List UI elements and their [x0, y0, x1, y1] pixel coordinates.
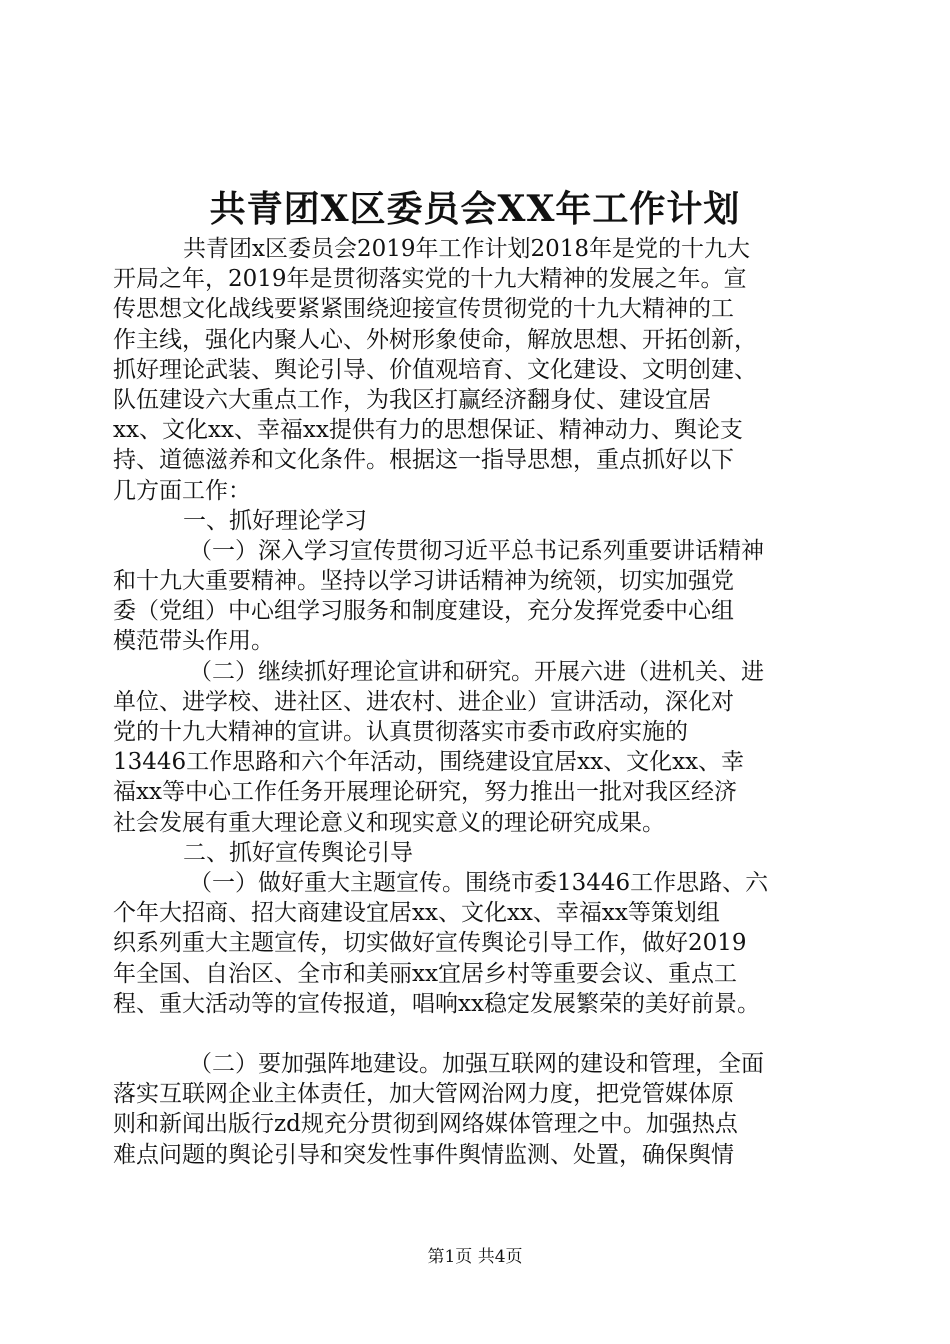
paragraph-line: 委（党组）中心组学习服务和制度建设，充分发挥党委中心组 [113, 598, 734, 625]
paragraph-line: 单位、进学校、进社区、进农村、进企业）宣讲活动，深化对 [113, 688, 734, 715]
paragraph-line: 持、道德滋养和文化条件。根据这一指导思想，重点抓好以下 [113, 447, 734, 474]
paragraph-line: 传思想文化战线要紧紧围绕迎接宣传贯彻党的十九大精神的工 [113, 296, 734, 323]
paragraph-line: （二）要加强阵地建设。加强互联网的建设和管理，全面 [189, 1051, 764, 1078]
paragraph-line: 抓好理论武装、舆论引导、价值观培育、文化建设、文明创建、 [113, 356, 757, 383]
document-title: 共青团X区委员会XX年工作计划 [209, 188, 741, 230]
paragraph-line: 共青团x区委员会2019年工作计划2018年是党的十九大 [183, 236, 751, 262]
paragraph-line: （一）做好重大主题宣传。围绕市委13446工作思路、六 [189, 869, 769, 896]
paragraph-line: 福xx等中心工作任务开展理论研究，努力推出一批对我区经济 [113, 779, 737, 806]
paragraph-line: xx、文化xx、幸福xx提供有力的思想保证、精神动力、舆论支 [113, 417, 743, 444]
paragraph-line: 开局之年，2019年是贯彻落实党的十九大精神的发展之年。宣 [113, 266, 747, 293]
paragraph-line: 党的十九大精神的宣讲。认真贯彻落实市委市政府实施的 [113, 719, 688, 745]
paragraph-line: 织系列重大主题宣传，切实做好宣传舆论引导工作，做好2019 [113, 930, 747, 957]
paragraph-line: 几方面工作： [113, 477, 251, 504]
section-heading: 一、抓好理论学习 [183, 507, 367, 534]
paragraph-gap [113, 1019, 853, 1049]
paragraph-line: 队伍建设六大重点工作，为我区打赢经济翻身仗、建设宜居 [113, 386, 711, 413]
paragraph-line: （一）深入学习宣传贯彻习近平总书记系列重要讲话精神 [189, 537, 764, 564]
paragraph-line: 作主线，强化内聚人心、外树形象使命，解放思想、开拓创新， [113, 326, 757, 353]
page-footer: 第1页 共4页 [427, 1247, 523, 1267]
paragraph-line: 程、重大活动等的宣传报道，唱响xx稳定发展繁荣的美好前景。 [113, 990, 760, 1017]
paragraph-line: 13446工作思路和六个年活动，围绕建设宜居xx、文化xx、幸 [113, 749, 745, 776]
paragraph-line: 和十九大重要精神。坚持以学习讲话精神为统领，切实加强党 [113, 568, 734, 595]
paragraph-line: 社会发展有重大理论意义和现实意义的理论研究成果。 [113, 809, 665, 836]
paragraph-line: 个年大招商、招大商建设宜居xx、文化xx、幸福xx等策划组 [113, 900, 720, 927]
paragraph-line: （二）继续抓好理论宣讲和研究。开展六进（进机关、进 [189, 658, 764, 685]
section-heading: 二、抓好宣传舆论引导 [183, 839, 413, 866]
paragraph-line: 模范带头作用。 [113, 628, 274, 655]
paragraph-line: 落实互联网企业主体责任，加大管网治网力度，把党管媒体原 [113, 1081, 734, 1108]
paragraph-line: 则和新闻出版行zd规充分贯彻到网络媒体管理之中。加强热点 [113, 1111, 738, 1138]
document-body [113, 234, 853, 1170]
paragraph-line: 难点问题的舆论引导和突发性事件舆情监测、处置，确保舆情 [113, 1141, 734, 1168]
paragraph-line: 年全国、自治区、全市和美丽xx宜居乡村等重要会议、重点工 [113, 960, 737, 987]
